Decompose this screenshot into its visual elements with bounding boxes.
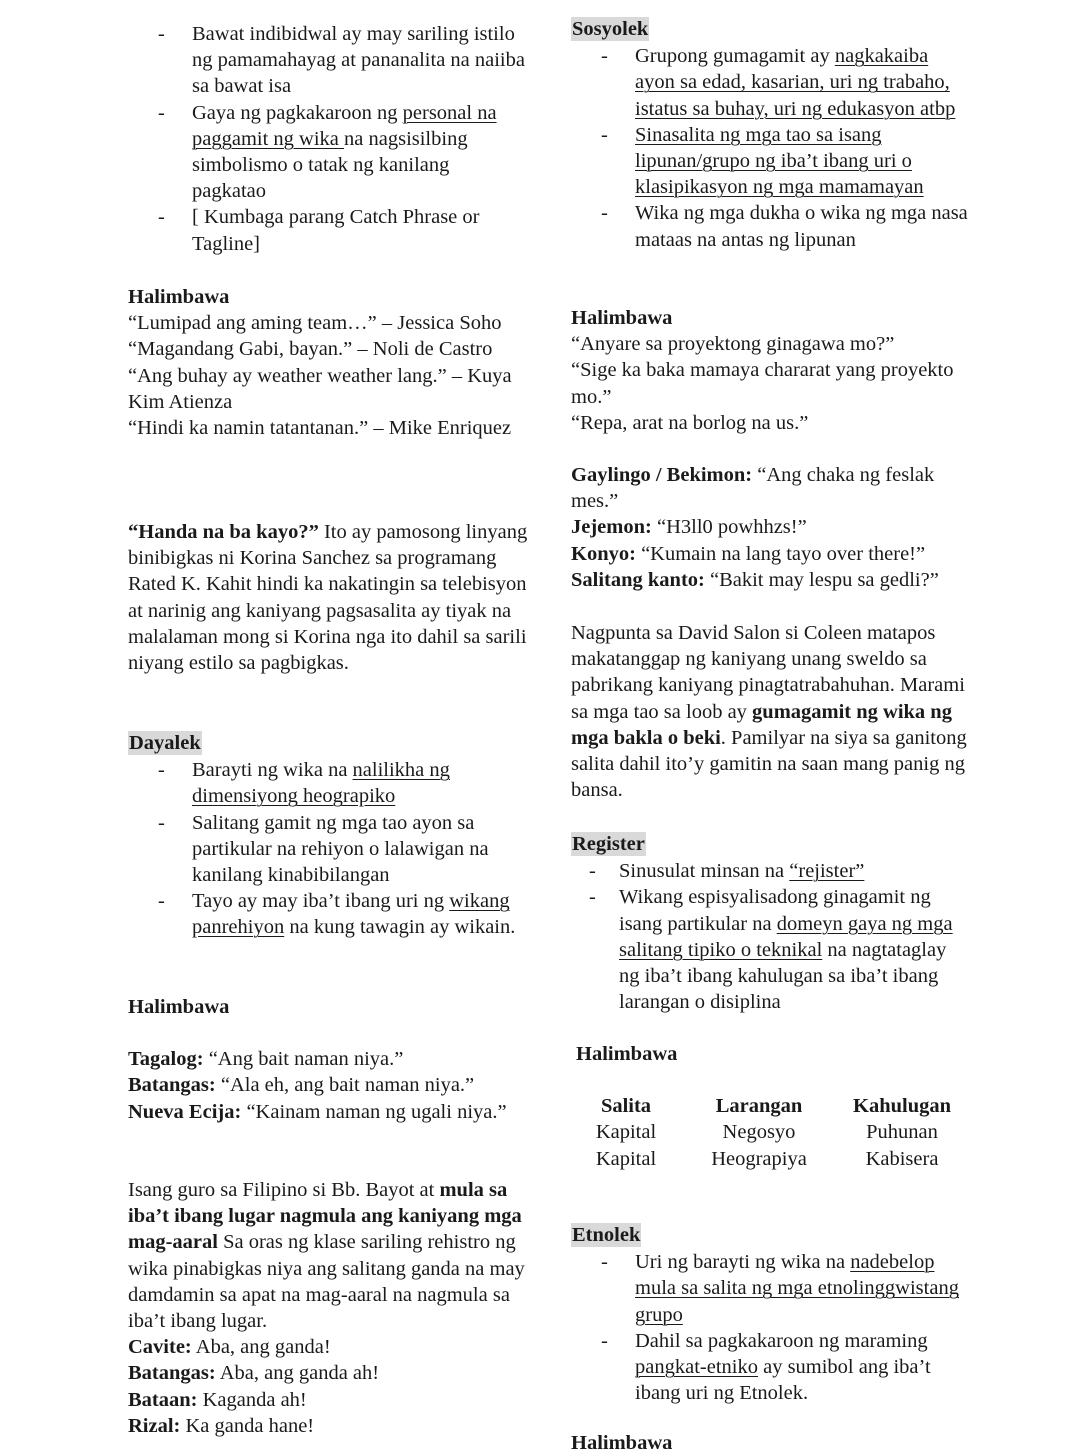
bullet-text: Bawat indibidwal ay may sariling istilo ng pamamahayag at pananalita na naiiba sa bawat isa [192,23,525,98]
example-line [128,1072,528,1098]
language-varieties [571,462,971,593]
table-cell: Kabisera [865,1147,939,1170]
paragraph-text: Nagpunta sa David Salon si Coleen matapos makatanggap ng kaniyang unang sweldo sa pabrikang kaniyang pinagtatrabahuhan. Marami sa mga tao sa loob ay [571,622,965,723]
example-line: “Magandang Gabi, bayan.” – Noli de Castro [128,338,493,361]
example-line: “Repa, arat na borlog na us.” [571,411,809,434]
idyolek-examples [128,284,528,441]
bullet-text: Wika ng mga dukha o wika ng mga nasa mataas na antas ng lipunan [635,202,968,251]
bullet-text: na kung tawagin ay wikain. [284,916,516,939]
bullet-item [128,810,528,889]
section-heading-dayalek: Dayalek [129,732,201,754]
dash-bullet-icon: - [589,886,596,909]
example-label: Rizal: [128,1414,181,1437]
table-cell: Heograpiya [711,1147,807,1170]
etnolek-section [571,1222,971,1406]
bullet-list [571,858,971,1015]
dayalek-section [128,730,528,941]
bullet-item [571,1249,971,1328]
variety-line [571,541,971,567]
example-label: Batangas: [128,1362,216,1385]
dash-bullet-icon: - [601,123,608,146]
section-heading-register: Register [572,833,645,855]
example-text: Aba, ang ganda! [191,1336,331,1359]
paragraph-bold-text: mula sa iba’t ibang lugar nagmula ang kaniyang mga mag-aaral [128,1179,522,1254]
underlined-text: nadebelop mula sa salita ng mga etnolinggwistang grupo [635,1251,959,1326]
guro-paragraph [128,1177,528,1439]
bullet-text: na nagsisilbing simbolismo o tatak ng kanilang pagkatao [192,127,468,203]
variety-example: “H3ll0 powhhzs!” [651,516,807,539]
example-text: “Ala eh, ang bait naman niya.” [215,1074,475,1097]
bullet-list [128,757,528,940]
bullet-text: [ Kumbaga parang Catch Phrase or Tagline] [192,206,480,255]
dash-bullet-icon: - [158,206,165,229]
bold-lead-quote: “Handa na ba kayo?” [128,521,319,543]
example-text: Kaganda ah! [197,1388,307,1411]
bullet-text: Salitang gamit ng mga tao ayon sa partikular na rehiyon o lalawigan na kanilang kinabibilangan [192,811,489,887]
dash-bullet-icon: - [601,45,608,68]
example-line [128,1046,528,1072]
variety-label: Salitang kanto: [571,568,705,591]
bullet-item [571,122,971,201]
bullet-item [571,43,971,122]
underlined-text: wikang panrehiyon [192,890,510,939]
example-text: Aba, ang ganda ah! [215,1362,380,1385]
table-header-row [582,1093,956,1119]
example-line: “Lumipad ang aming team…” – Jessica Soho [128,312,502,335]
paragraph-text: Isang guro sa Filipino si Bb. Bayot at [128,1179,440,1201]
example-text: “Kainam naman ng ugali niya.” [241,1100,507,1123]
column-header: Kahulugan [853,1095,951,1118]
underlined-text: pangkat-etniko [635,1356,758,1379]
example-line: “Ang buhay ay weather weather lang.” – Kuya Kim Atienza [128,364,512,413]
bullet-text: Barayti ng wika na [192,759,353,782]
paragraph-text: Sa oras ng klase sariling rehistro ng wika pinabigkas niya ang salitang ganda na may damdamin sa apat na mag-aaral na nagmula sa iba’t ibang lugar. [128,1231,525,1333]
dash-bullet-icon: - [158,811,165,834]
bullet-item [571,884,971,1015]
dash-bullet-icon: - [158,101,165,124]
variety-line [571,514,971,540]
bullet-item [128,21,528,100]
bullet-item [128,100,528,205]
example-line [128,1334,528,1360]
dash-bullet-icon: - [601,202,608,225]
bullet-text: na nagtataglay ng iba’t ibang kahulugan sa iba’t ibang larangan o disiplina [619,938,947,1014]
column-header: Salita [600,1095,652,1118]
section-heading-halimbawa: Halimbawa [576,1043,678,1065]
example-text: Ka ganda hane! [180,1414,315,1437]
bullet-text: Wikang espisyalisadong ginagamit ng isang partikular na [619,886,931,935]
table-row [582,1119,956,1145]
korina-paragraph [128,519,528,676]
dash-bullet-icon: - [158,23,165,45]
section-heading-etnolek: Etnolek [572,1224,641,1246]
table-cell: Kapital [595,1147,657,1170]
table-row [582,1146,956,1172]
underlined-text: Sinasalita ng mga tao sa isang lipunan/grupo ng iba’t ibang uri o klasipikasyon ng mga mamamayan [635,123,924,199]
bullet-text: Sinusulat minsan na [619,860,790,883]
variety-line [571,462,971,514]
bullet-text: Dahil sa pagkakaroon ng maraming [635,1329,928,1352]
paragraph-text: . Pamilyar na siya sa ganitong salita dahil ito’y gamitin na saan mang panig ng bansa. [571,726,967,802]
bullet-text: Grupong gumagamit ay [635,45,835,68]
section-heading-halimbawa: Halimbawa [571,1432,673,1454]
section-heading-halimbawa: Halimbawa [128,996,230,1018]
register-examples [576,1041,976,1172]
table-cell: Negosyo [722,1121,796,1144]
sosyolek-section [571,16,971,253]
paragraph-bold-text: gumagamit ng wika ng mga bakla o beki [571,700,952,749]
dash-bullet-icon: - [601,1329,608,1352]
dash-bullet-icon: - [158,759,165,782]
table-cell: Kapital [595,1121,657,1144]
example-line: “Anyare sa proyektong ginagawa mo?” [571,333,895,356]
variety-label: Konyo: [571,542,636,565]
example-label: Cavite: [128,1336,192,1359]
bullet-item [571,858,971,884]
idyolek-bullet-list [128,21,528,257]
etnolek-examples [571,1430,971,1456]
bullet-text: ay sumibol ang iba’t ibang uri ng Etnolek. [635,1356,931,1405]
variety-example: “Kumain na lang tayo over there!” [635,542,926,565]
coleen-paragraph [571,620,971,803]
sosyolek-examples [571,305,971,436]
bullet-text: Gaya ng pagkakaroon ng [192,101,403,124]
dash-bullet-icon: - [601,1251,608,1274]
bullet-list [571,1249,971,1406]
example-label: Batangas: [128,1074,216,1097]
underlined-text: “rejister” [789,860,865,883]
example-label: Tagalog: [128,1048,204,1071]
variety-example: “Ang chaka ng feslak mes.” [571,464,935,513]
register-example-table [582,1093,956,1172]
column-header: Larangan [715,1095,803,1118]
table-cell: Puhunan [866,1121,938,1144]
bullet-item [128,757,528,809]
bullet-list [128,21,528,257]
bullet-text: Tayo ay may iba’t ibang uri ng [192,890,450,913]
example-label: Bataan: [128,1388,198,1411]
example-text: “Ang bait naman niya.” [203,1048,404,1071]
bullet-item [571,1328,971,1407]
bullet-item [128,888,528,940]
underlined-text: personal na paggamit ng wika [192,101,497,150]
section-heading-sosyolek: Sosyolek [572,18,649,40]
dayalek-examples [128,994,528,1125]
example-line [128,1413,528,1439]
example-label: Nueva Ecija: [128,1100,242,1123]
bullet-item [128,204,528,256]
register-section [571,831,971,1015]
variety-example: “Bakit may lespu sa gedli?” [704,568,939,591]
dash-bullet-icon: - [158,890,165,913]
example-line: “Hindi ka namin tatantanan.” – Mike Enriquez [128,417,512,440]
example-line [128,1387,528,1413]
paragraph-text: Ito ay pamosong linyang binibigkas ni Korina Sanchez sa programang Rated K. Kahit hindi ka nakatingin sa telebisyon at narinig ang kaniyang pagsasalita ay tiyak na malalaman mong si Korina nga ito dahil sa sarili niyang estilo sa pagbigkas. [128,521,528,675]
variety-label: Gaylingo / Bekimon: [571,464,753,486]
example-line: “Sige ka baka mamaya chararat yang proyekto mo.” [571,359,954,408]
variety-label: Jejemon: [571,516,652,539]
section-heading-halimbawa: Halimbawa [128,286,230,308]
underlined-text: nalilikha ng dimensiyong heograpiko [192,759,450,808]
example-line [128,1099,528,1125]
underlined-text: domeyn gaya ng mga salitang tipiko o teknikal [619,912,953,961]
dash-bullet-icon: - [589,860,596,883]
bullet-list [571,43,971,253]
bullet-text: Uri ng barayti ng wika na [635,1251,851,1274]
section-heading-halimbawa: Halimbawa [571,307,673,329]
underlined-text: nagkakaiba ayon sa edad, kasarian, uri ng trabaho, istatus sa buhay, uri ng edukasyon atbp [635,45,956,120]
variety-line [571,567,971,593]
bullet-item [571,200,971,252]
example-line [128,1360,528,1386]
